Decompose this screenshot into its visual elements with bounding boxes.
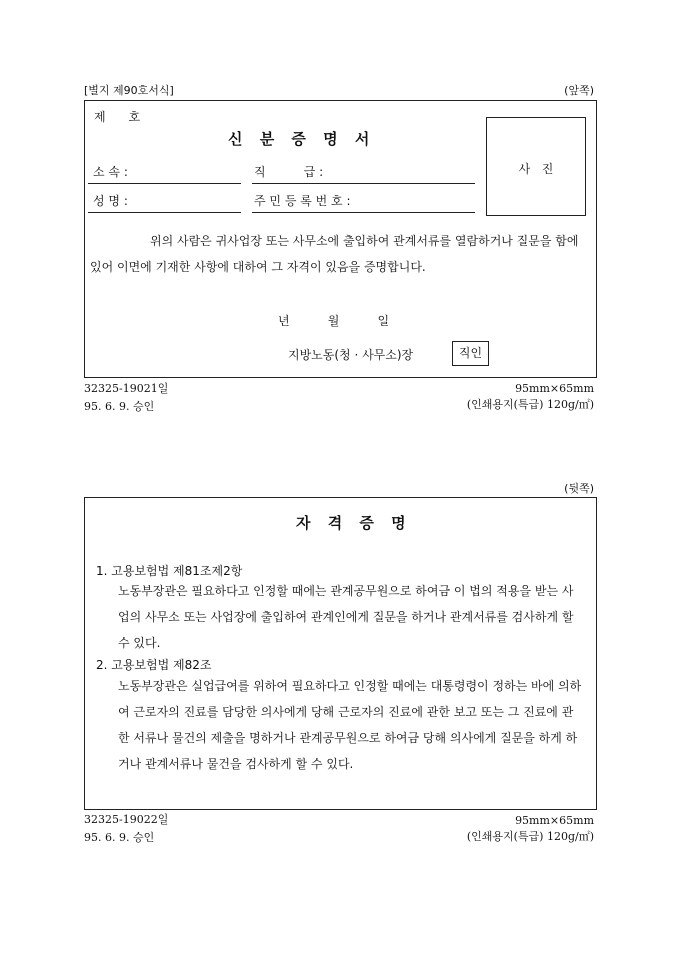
form-number-label: [별지 제90호서식]: [84, 84, 174, 97]
rank-label: 직 급 :: [254, 165, 324, 179]
issuer-label: 지방노동(청 · 사무소)장: [288, 348, 414, 362]
front-paper: (인쇄용지(특급) 120g/㎡): [466, 398, 594, 411]
front-side-label: (앞쪽): [564, 84, 594, 97]
item1-text: 노동부장관은 필요하다고 인정할 때에는 관계공무원으로 하여금 이 법의 적용을 받는 사업의 사무소 또는 사업장에 출입하여 관계인에게 질문을 하거나 관계서류를 검사하게 할 수 있다.: [118, 584, 574, 650]
photo-box: [486, 117, 586, 216]
front-size: 95mm×65mm: [515, 382, 594, 395]
front-form-code: 32325-19021일: [84, 382, 169, 395]
front-body-text: 위의 사람은 귀사업장 또는 사무소에 출입하여 관계서류를 열람하거나 질문을 함에 있어 이면에 기재한 사항에 대하여 그 자격이 있음을 증명합니다.: [90, 234, 579, 274]
seal-box: 직인: [452, 341, 489, 366]
resident-number-label: 주 민 등 록 번 호 :: [254, 194, 351, 208]
back-paper: (인쇄용지(특급) 120g/㎡): [466, 830, 594, 843]
affiliation-underline: [88, 183, 241, 184]
back-side-label: (뒷쪽): [564, 482, 594, 495]
item1-heading: 1. 고용보험법 제81조제2항: [96, 564, 243, 578]
name-label: 성 명 :: [93, 194, 128, 208]
back-size: 95mm×65mm: [515, 814, 594, 827]
back-title: 자 격 증 명: [296, 514, 412, 532]
back-approval-date: 95. 6. 9. 승인: [84, 831, 155, 844]
item2-text: 노동부장관은 실업급여를 위하여 필요하다고 인정할 때에는 대통령령이 정하는 바에 의하여 근로자의 진료를 담당한 의사에게 당해 근로자의 진료에 관한 보고 또는 그 진료에 관한 서류나 물건의 제출을 명하거나 관계공무원으로 하여금 당해 의사에게 질문을 하게 하거나 관계서류나 물건을 검사하게 할 수 있다.: [118, 679, 582, 771]
number-label: 제 호: [94, 110, 141, 124]
front-title: 신 분 증 명 서: [228, 130, 376, 148]
affiliation-label: 소 속 :: [93, 165, 128, 179]
resident-number-underline: [252, 212, 475, 213]
back-form-code: 32325-19022일: [84, 813, 169, 826]
item2-heading: 2. 고용보험법 제82조: [96, 658, 212, 672]
front-approval-date: 95. 6. 9. 승인: [84, 400, 155, 413]
date-line: 년 월 일: [278, 314, 390, 328]
photo-label: 사 진: [518, 162, 554, 176]
name-underline: [88, 212, 241, 213]
rank-underline: [252, 183, 475, 184]
